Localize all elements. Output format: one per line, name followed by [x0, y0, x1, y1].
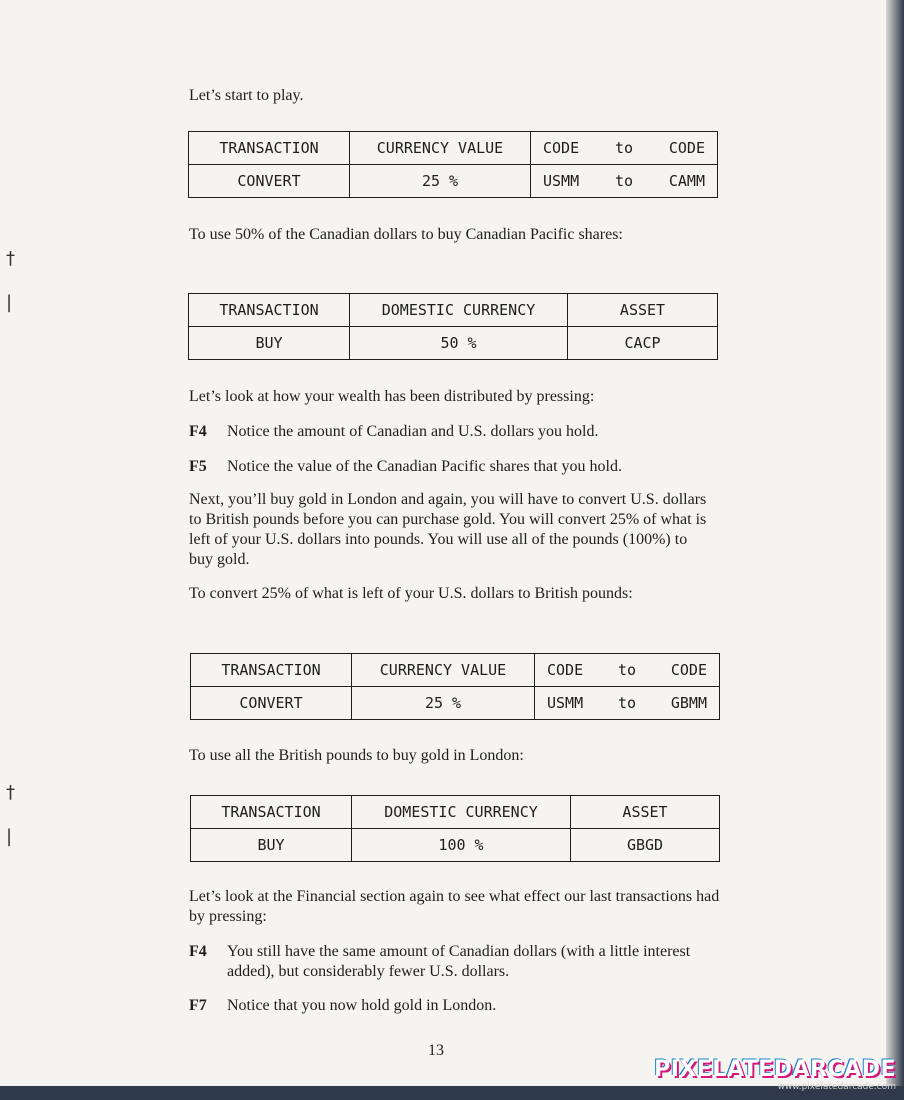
function-key-label: F5: [189, 458, 207, 475]
binding-hole-mark: †: [6, 782, 15, 803]
header-currency-value: CURRENCY VALUE: [350, 132, 531, 165]
function-key-label: F7: [189, 997, 207, 1014]
function-key-label: F4: [189, 423, 207, 440]
cell-asset: GBGD: [571, 829, 720, 862]
wealth-paragraph: Let’s look at how your wealth has been distributed by pressing:: [189, 388, 595, 405]
watermark: [654, 1057, 896, 1092]
watermark-brand: PIXELATEDARCADE: [654, 1057, 896, 1082]
header-transaction: TRANSACTION: [189, 294, 350, 327]
binding-hole-mark: |: [6, 826, 13, 847]
convert-paragraph: To convert 25% of what is left of your U.S. dollars to British pounds:: [189, 585, 633, 602]
cell-code-to-code: USMM to CAMM: [531, 165, 718, 198]
header-domestic-currency: DOMESTIC CURRENCY: [350, 294, 568, 327]
header-transaction: TRANSACTION: [191, 654, 352, 687]
convert-table-1: [188, 131, 718, 198]
binding-hole-mark: |: [6, 292, 13, 313]
function-key-label: F4: [189, 943, 207, 960]
cell-domestic-currency: 100 %: [352, 829, 571, 862]
cell-domestic-currency: 50 %: [350, 327, 568, 360]
header-currency-value: CURRENCY VALUE: [352, 654, 535, 687]
buy-table-2: [190, 795, 720, 862]
header-transaction: TRANSACTION: [191, 796, 352, 829]
cell-code-to-code: USMM to GBMM: [535, 687, 720, 720]
page-number: 13: [428, 1042, 444, 1059]
header-domestic-currency: DOMESTIC CURRENCY: [352, 796, 571, 829]
financial-paragraph: Let’s look at the Financial section again to see what effect our last transactions had by pressing:: [189, 888, 720, 925]
cell-currency-value: 25 %: [352, 687, 535, 720]
cell-transaction: BUY: [191, 829, 352, 862]
convert-table-2: [190, 653, 720, 720]
next-paragraph: Next, you’ll buy gold in London and again, you will have to convert U.S. dollars to British pounds before you can purchase gold. You will convert 25% of what is left of your U.S. dollars into pounds. You will use all of the pounds (100%) to buy gold.: [189, 491, 707, 568]
watermark-url: www.pixelatedarcade.com: [777, 1082, 896, 1092]
header-asset: ASSET: [568, 294, 718, 327]
cell-currency-value: 25 %: [350, 165, 531, 198]
british-paragraph: To use all the British pounds to buy gold in London:: [189, 747, 524, 764]
buy-table-1: [188, 293, 718, 360]
header-code-to-code: CODE to CODE: [535, 654, 720, 687]
cell-transaction: CONVERT: [189, 165, 350, 198]
cell-asset: CACP: [568, 327, 718, 360]
intro-text: Let’s start to play.: [189, 87, 304, 104]
cell-transaction: BUY: [189, 327, 350, 360]
header-asset: ASSET: [571, 796, 720, 829]
page-edge: [886, 0, 904, 1100]
manual-page: Let’s start to play. TRANSACTION CURRENCY VALUE CODE to CODE CONVERT 25 % USMM to CAMM To use 50% of the Canadian dollars to buy Canadian Pacific shares: TRANSACTION DOMESTIC CURRENCY ASSET BUY 50 % CACP Let’s look at how your wealth has been distributed by pressing: F4 Notice the amount of Canadian and U.S. dollars you hold. F5 Notice the value of the Canadian Pacific shares that you hold. Next, you’ll buy gold in London and again, you will have to convert U.S. dollars to British pounds before you can purchase gold. You will convert 25% of what is left of your U.S. dollars into pounds. You will use all of the pounds (100%) to buy gold. To convert 25% of what is left of your U.S. dollars to British pounds: TRANSACTION CURRENCY VALUE CODE to CODE CONVERT 25 % USMM to GBMM To use all the British pounds to buy gold in London: TRANSACTION DOMESTIC CURRENCY ASSET BUY 100 % GBGD Let’s look at the Financial section again to see what effect our last transactions had by pressing: F4 You still have the same amount of Canadian dollars (with a little interest added), but considerably fewer U.S. dollars. F7 Notice that you now hold gold in London. 13 † | † |: [0, 0, 886, 1086]
cell-transaction: CONVERT: [191, 687, 352, 720]
canadian-paragraph: To use 50% of the Canadian dollars to buy Canadian Pacific shares:: [189, 226, 623, 243]
binding-hole-mark: †: [6, 248, 15, 269]
header-code-to-code: CODE to CODE: [531, 132, 718, 165]
header-transaction: TRANSACTION: [189, 132, 350, 165]
